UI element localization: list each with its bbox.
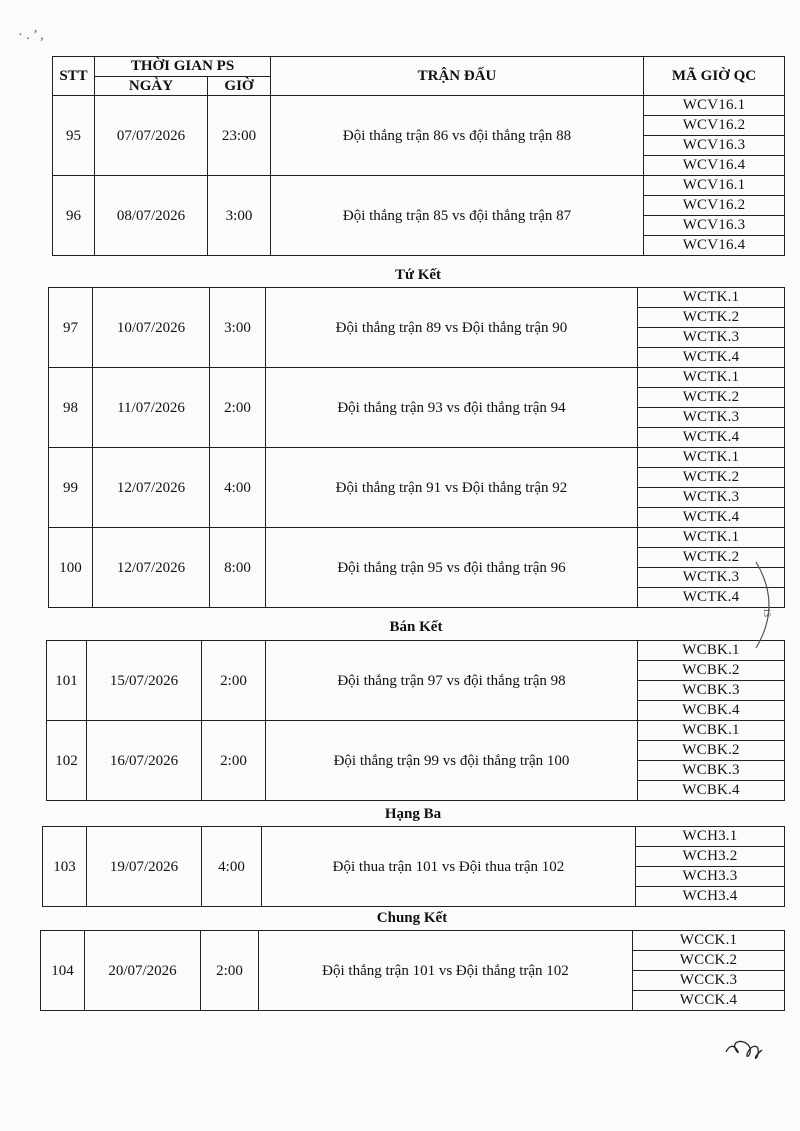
scan-speckles: · . ’ , [18, 28, 44, 43]
stt-cell: 104 [41, 931, 85, 1011]
match-row [49, 288, 785, 308]
stt-cell: 99 [49, 448, 93, 528]
ad-code-cell: WCV16.3 [644, 136, 785, 156]
match-cell: Đội thắng trận 85 vs đội thắng trận 87 [271, 176, 644, 256]
svg-text:13: 13 [762, 608, 772, 617]
ad-code-cell: WCTK.4 [638, 588, 785, 608]
ad-code-cell: WCTK.3 [638, 568, 785, 588]
match-row [49, 528, 785, 548]
ad-code-cell: WCTK.4 [638, 508, 785, 528]
date-cell: 12/07/2026 [93, 448, 210, 528]
match-cell: Đội thắng trận 101 vs Đội thắng trận 102 [259, 931, 633, 1011]
final-table [40, 930, 785, 1011]
ad-code-cell: WCTK.1 [638, 288, 785, 308]
time-cell: 2:00 [202, 721, 266, 801]
match-cell: Đội thắng trận 89 vs Đội thắng trận 90 [266, 288, 638, 368]
date-cell: 10/07/2026 [93, 288, 210, 368]
ad-code-cell: WCV16.3 [644, 216, 785, 236]
ad-code-cell: WCCK.1 [633, 931, 785, 951]
header-row [53, 57, 785, 77]
ad-code-cell: WCCK.3 [633, 971, 785, 991]
ad-code-cell: WCH3.3 [636, 867, 785, 887]
header-match: TRẬN ĐẤU [271, 57, 644, 96]
match-cell: Đội thắng trận 93 vs đội thắng trận 94 [266, 368, 638, 448]
ad-code-cell: WCBK.2 [638, 661, 785, 681]
time-cell: 4:00 [210, 448, 266, 528]
match-cell: Đội thắng trận 99 vs đội thắng trận 100 [266, 721, 638, 801]
date-cell: 19/07/2026 [87, 827, 202, 907]
header-stt: STT [53, 57, 95, 96]
date-cell: 16/07/2026 [87, 721, 202, 801]
match-cell: Đội thắng trận 86 vs đội thắng trận 88 [271, 96, 644, 176]
ad-code-cell: WCV16.1 [644, 96, 785, 116]
time-cell: 2:00 [210, 368, 266, 448]
match-cell: Đội thắng trận 91 vs Đội thắng trận 92 [266, 448, 638, 528]
quarter-final-table [48, 287, 785, 608]
time-cell: 2:00 [202, 641, 266, 721]
ad-code-cell: WCBK.2 [638, 741, 785, 761]
date-cell: 08/07/2026 [95, 176, 208, 256]
match-row [47, 721, 785, 741]
match-row [43, 827, 785, 847]
ad-code-cell: WCTK.2 [638, 308, 785, 328]
stt-cell: 103 [43, 827, 87, 907]
ad-code-cell: WCTK.3 [638, 408, 785, 428]
match-row [49, 448, 785, 468]
time-cell: 3:00 [208, 176, 271, 256]
ad-code-cell: WCCK.2 [633, 951, 785, 971]
match-cell: Đội thua trận 101 vs Đội thua trận 102 [262, 827, 636, 907]
ad-code-cell: WCV16.2 [644, 116, 785, 136]
time-cell: 2:00 [201, 931, 259, 1011]
stt-cell: 95 [53, 96, 95, 176]
match-cell: Đội thắng trận 97 vs đội thắng trận 98 [266, 641, 638, 721]
stt-cell: 96 [53, 176, 95, 256]
stt-cell: 98 [49, 368, 93, 448]
margin-arc-mark [752, 560, 782, 650]
semi-final-table [46, 640, 785, 801]
ad-code-cell: WCBK.1 [638, 721, 785, 741]
ad-code-cell: WCTK.3 [638, 488, 785, 508]
time-cell: 8:00 [210, 528, 266, 608]
header-date: NGÀY [95, 76, 208, 96]
ad-code-cell: WCBK.1 [638, 641, 785, 661]
ad-code-cell: WCBK.3 [638, 681, 785, 701]
header-ad-code: MÃ GIỜ QC [644, 57, 785, 96]
match-row [49, 368, 785, 388]
ad-code-cell: WCV16.2 [644, 196, 785, 216]
ad-code-cell: WCH3.1 [636, 827, 785, 847]
ad-code-cell: WCV16.4 [644, 156, 785, 176]
date-cell: 15/07/2026 [87, 641, 202, 721]
ad-code-cell: WCTK.1 [638, 528, 785, 548]
ad-code-cell: WCTK.2 [638, 548, 785, 568]
section-title-semi: Bán Kết [389, 619, 443, 635]
stt-cell: 102 [47, 721, 87, 801]
section-title-final: Chung Kết [376, 910, 448, 926]
match-cell: Đội thắng trận 95 vs đội thắng trận 96 [266, 528, 638, 608]
ad-code-cell: WCCK.4 [633, 991, 785, 1011]
ad-code-cell: WCBK.4 [638, 701, 785, 721]
stt-cell: 100 [49, 528, 93, 608]
ad-code-cell: WCH3.4 [636, 887, 785, 907]
date-cell: 20/07/2026 [85, 931, 201, 1011]
header-hour: GIỜ [208, 76, 271, 96]
section-title-third: Hạng Ba [384, 806, 442, 822]
match-row [53, 96, 785, 116]
ad-code-cell: WCBK.3 [638, 761, 785, 781]
header-time-group: THỜI GIAN PS [95, 57, 271, 77]
time-cell: 4:00 [202, 827, 262, 907]
time-cell: 3:00 [210, 288, 266, 368]
ad-code-cell: WCTK.1 [638, 448, 785, 468]
match-row [41, 931, 785, 951]
round-of-16-table [52, 56, 785, 256]
stt-cell: 101 [47, 641, 87, 721]
date-cell: 11/07/2026 [93, 368, 210, 448]
handwritten-initials [722, 1030, 766, 1064]
section-title-quarter: Tứ Kết [394, 267, 442, 283]
ad-code-cell: WCBK.4 [638, 781, 785, 801]
ad-code-cell: WCTK.4 [638, 348, 785, 368]
stt-cell: 97 [49, 288, 93, 368]
match-row [47, 641, 785, 661]
ad-code-cell: WCTK.4 [638, 428, 785, 448]
ad-code-cell: WCTK.1 [638, 368, 785, 388]
ad-code-cell: WCH3.2 [636, 847, 785, 867]
third-place-table [42, 826, 785, 907]
ad-code-cell: WCTK.2 [638, 388, 785, 408]
date-cell: 07/07/2026 [95, 96, 208, 176]
date-cell: 12/07/2026 [93, 528, 210, 608]
match-row [53, 176, 785, 196]
ad-code-cell: WCTK.2 [638, 468, 785, 488]
ad-code-cell: WCV16.1 [644, 176, 785, 196]
time-cell: 23:00 [208, 96, 271, 176]
ad-code-cell: WCTK.3 [638, 328, 785, 348]
ad-code-cell: WCV16.4 [644, 236, 785, 256]
